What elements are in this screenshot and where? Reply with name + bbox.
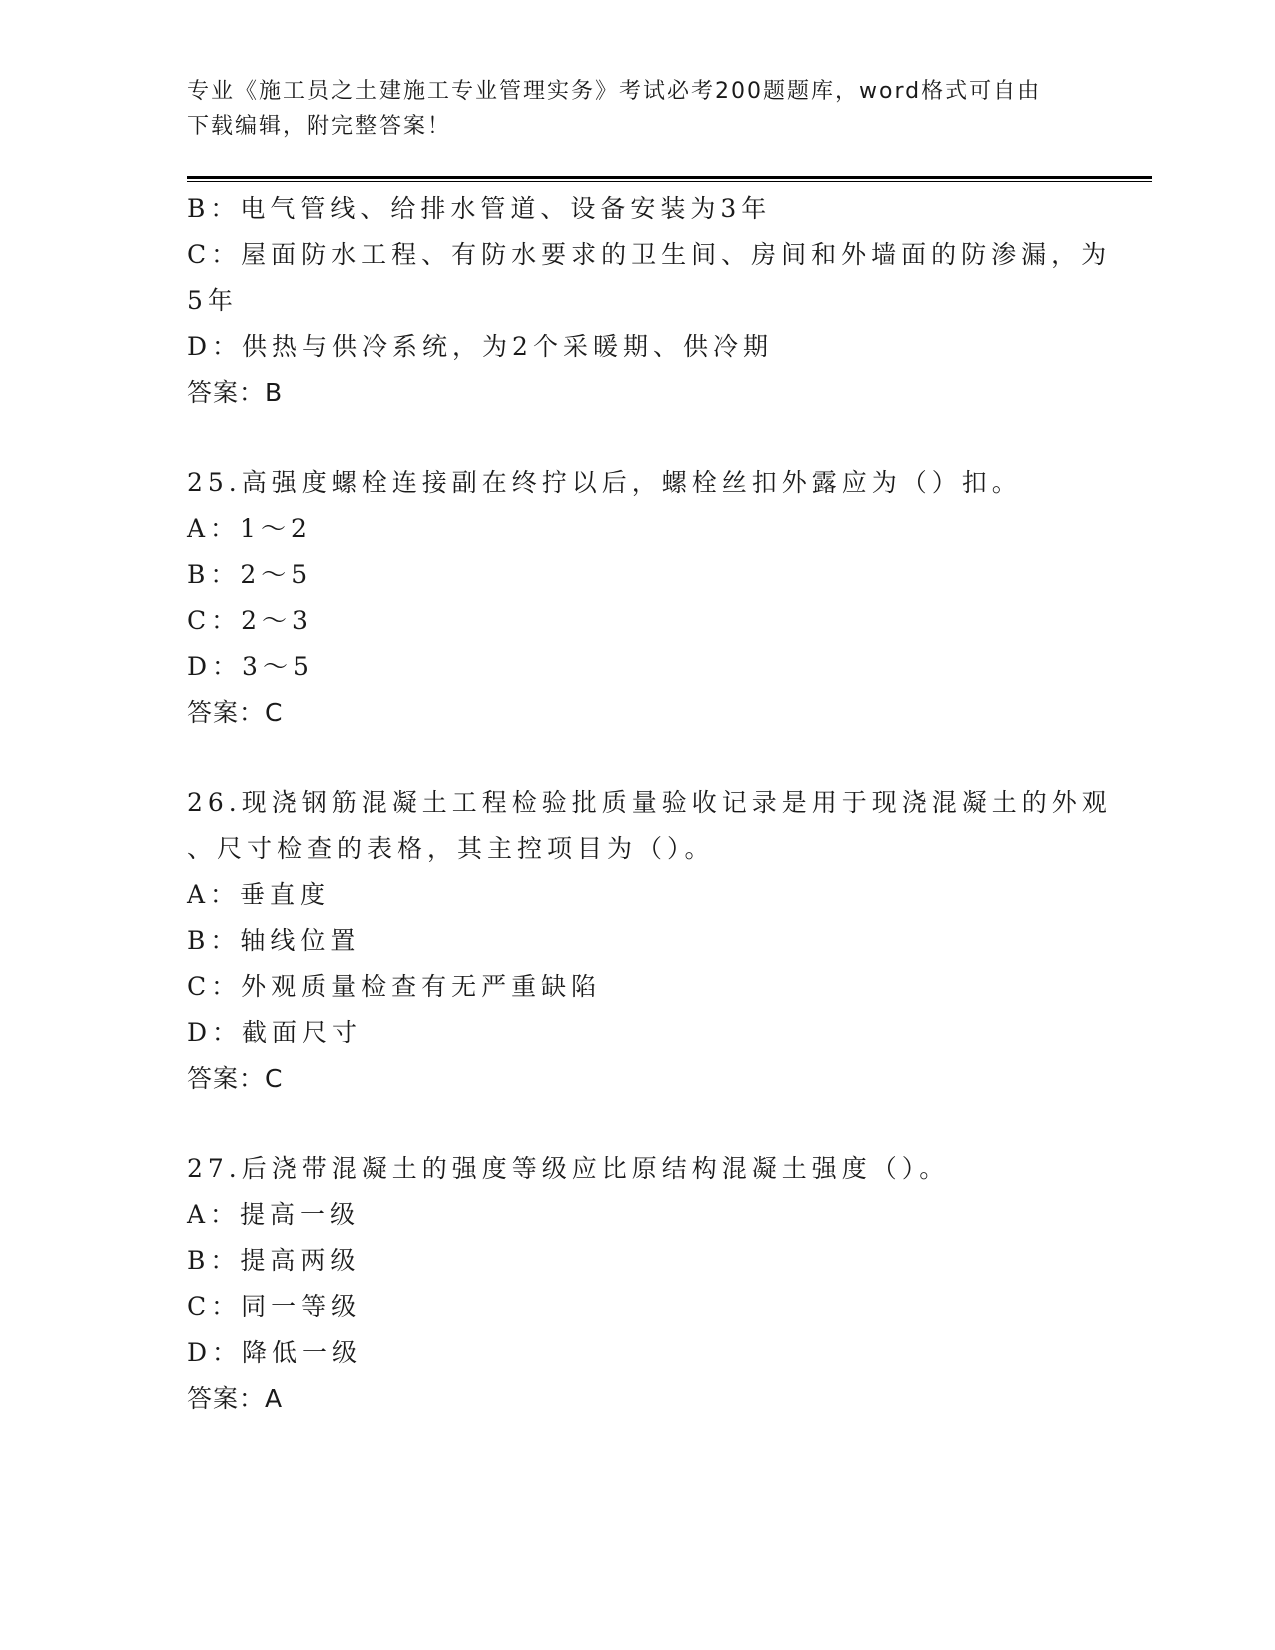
option-c-line-2: 5年 <box>187 286 238 315</box>
question-24-continued <box>187 186 1112 416</box>
question-25 <box>187 460 1087 736</box>
option-a: A：垂直度 <box>187 880 331 909</box>
option-d: D：3～5 <box>187 652 314 681</box>
question-27 <box>187 1146 1087 1422</box>
option-c: C：2～3 <box>187 606 313 635</box>
question-stem-line-1: 26.现浇钢筋混凝土工程检验批质量验收记录是用于现浇混凝土的外观 <box>187 788 1112 817</box>
option-b: B：提高两级 <box>187 1246 361 1275</box>
option-b: B：轴线位置 <box>187 926 361 955</box>
option-c: C：外观质量检查有无严重缺陷 <box>187 972 602 1001</box>
option-d: D：截面尺寸 <box>187 1018 363 1047</box>
answer: 答案：C <box>187 1064 284 1093</box>
option-c-line-1: C：屋面防水工程、有防水要求的卫生间、房间和外墙面的防渗漏，为 <box>187 240 1112 269</box>
option-a: A：1～2 <box>187 514 312 543</box>
header-divider-thin <box>187 181 1152 182</box>
document-header <box>187 74 1067 144</box>
header-line-1: 专业《施工员之土建施工专业管理实务》考试必考200题题库，word格式可自由 <box>187 79 1042 104</box>
question-stem: 25.高强度螺栓连接副在终拧以后，螺栓丝扣外露应为（）扣。 <box>187 468 1022 497</box>
question-list <box>187 186 1112 1422</box>
option-c: C：同一等级 <box>187 1292 362 1321</box>
option-d: D：供热与供冷系统，为2个采暖期、供冷期 <box>187 332 773 361</box>
answer: 答案：A <box>187 1384 284 1413</box>
answer: 答案：B <box>187 378 284 407</box>
question-26 <box>187 780 1112 1102</box>
question-stem: 27.后浇带混凝土的强度等级应比原结构混凝土强度（）。 <box>187 1154 950 1183</box>
option-d: D：降低一级 <box>187 1338 363 1367</box>
answer: 答案：C <box>187 698 284 727</box>
header-line-2: 下载编辑，附完整答案！ <box>187 114 452 139</box>
header-divider-thick <box>187 176 1152 179</box>
question-stem-line-2: 、尺寸检查的表格，其主控项目为（）。 <box>187 834 715 863</box>
option-a: A：提高一级 <box>187 1200 361 1229</box>
option-b: B：2～5 <box>187 560 313 589</box>
option-b: B：电气管线、给排水管道、设备安装为3年 <box>187 194 772 223</box>
